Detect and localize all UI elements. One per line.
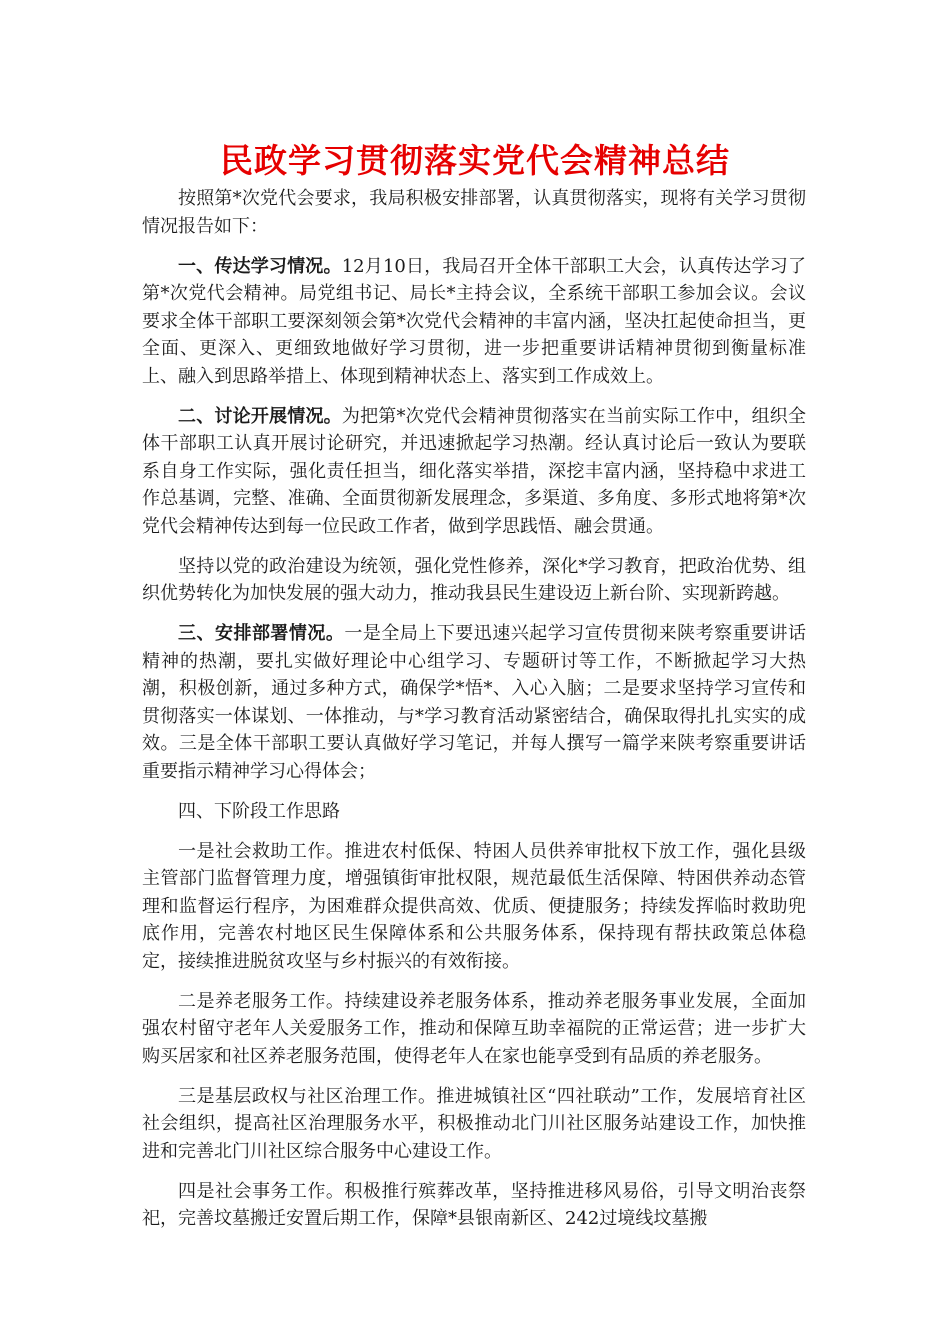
paragraph-text: 一是全局上下要迅速兴起学习宣传贯彻来陕考察重要讲话精神的热潮，要扎实做好理论中心组学习、专题研讨等工作，不断掀起学习大热潮，积极创新，通过多种方式，确保学*悟*、入心入脑；二是要求坚持学习宣传和贯彻落实一体谋划、一体推动，与*学习教育活动紧密结合，确保取得扎扎实实的成效。三是全体干部职工要认真做好学习笔记，并每人撰写一篇学来陕考察重要讲话重要指示精神学习心得体会； (142, 623, 807, 782)
paragraph-section-4-heading (142, 798, 806, 826)
paragraph-text: 四、下阶段工作思路 (178, 800, 340, 822)
paragraph-lead: 一、传达学习情况。 (178, 255, 342, 277)
paragraph-section-3 (142, 620, 806, 785)
paragraph-lead: 三、安排部署情况。 (178, 623, 345, 644)
paragraph-text: 三是基层政权与社区治理工作。推进城镇社区“四社联动”工作，发展培育社区社会组织，提高社区治理服务水平，积极推动北门川社区服务站建设工作，加快推进和完善北门川社区综合服务中心建设工作。 (142, 1085, 806, 1162)
paragraph-text: 四是社会事务工作。积极推行殡葬改革，坚持推进移风易俗，引导文明治丧祭祀，完善坟墓搬迁安置后期工作，保障*县银南新区、242过境线坟墓搬 (142, 1180, 806, 1229)
document-title: 民政学习贯彻落实党代会精神总结 (220, 141, 730, 180)
paragraph-section-2 (142, 403, 806, 541)
paragraph-section-2-cont (142, 553, 806, 608)
paragraph-text: 二是养老服务工作。持续建设养老服务体系，推动养老服务事业发展，全面加强农村留守老年人关爱服务工作，推动和保障互助幸福院的正常运营；进一步扩大购买居家和社区养老服务范围，使得老年人在家也能享受到有品质的养老服务。 (142, 990, 806, 1067)
paragraph-section-1 (142, 253, 806, 391)
paragraph-text: 坚持以党的政治建设为统领，强化党性修养，深化*学习教育，把政治优势、组织优势转化为加快发展的强大动力，推动我县民生建设迈上新台阶、实现新跨越。 (142, 555, 806, 604)
paragraph-intro (142, 185, 806, 240)
document-body (142, 185, 806, 1245)
paragraph-community-governance (142, 1083, 806, 1166)
paragraph-text: 12月10日，我局召开全体干部职工大会，认真传达学习了第*次党代会精神。局党组书记、局长*主持会议，全系统干部职工参加会议。会议要求全体干部职工要深刻领会第*次党代会精神的丰富内涵，坚决扛起使命担当，更全面、更深入、更细致地做好学习贯彻，进一步把重要讲话精神贯彻到衡量标准上、融入到思路举措上、体现到精神状态上、落实到工作成效上。 (142, 255, 806, 387)
paragraph-text: 一是社会救助工作。推进农村低保、特困人员供养审批权下放工作，强化县级主管部门监督管理力度，增强镇街审批权限，规范最低生活保障、特困供养动态管理和监督运行程序，为困难群众提供高效、优质、便捷服务；持续发挥临时救助兜底作用，完善农村地区民生保障体系和公共服务体系，保持现有帮扶政策总体稳定，接续推进脱贫攻坚与乡村振兴的有效衔接。 (142, 840, 806, 972)
paragraph-social-assistance (142, 838, 806, 976)
paragraph-lead: 二、讨论开展情况。 (178, 405, 342, 427)
paragraph-text: 按照第*次党代会要求，我局积极安排部署，认真贯彻落实，现将有关学习贯彻情况报告如下： (142, 188, 806, 237)
paragraph-text: 为把第*次党代会精神贯彻落实在当前实际工作中，组织全体干部职工认真开展讨论研究，并迅速掀起学习热潮。经认真讨论后一致认为要联系自身工作实际，强化责任担当，细化落实举措，深挖丰富内涵，坚持稳中求进工作总基调，完整、准确、全面贯彻新发展理念，多渠道、多角度、多形式地将第*次党代会精神传达到每一位民政工作者，做到学思践悟、融会贯通。 (142, 405, 807, 537)
paragraph-social-affairs (142, 1178, 806, 1233)
paragraph-elderly-care (142, 988, 806, 1071)
